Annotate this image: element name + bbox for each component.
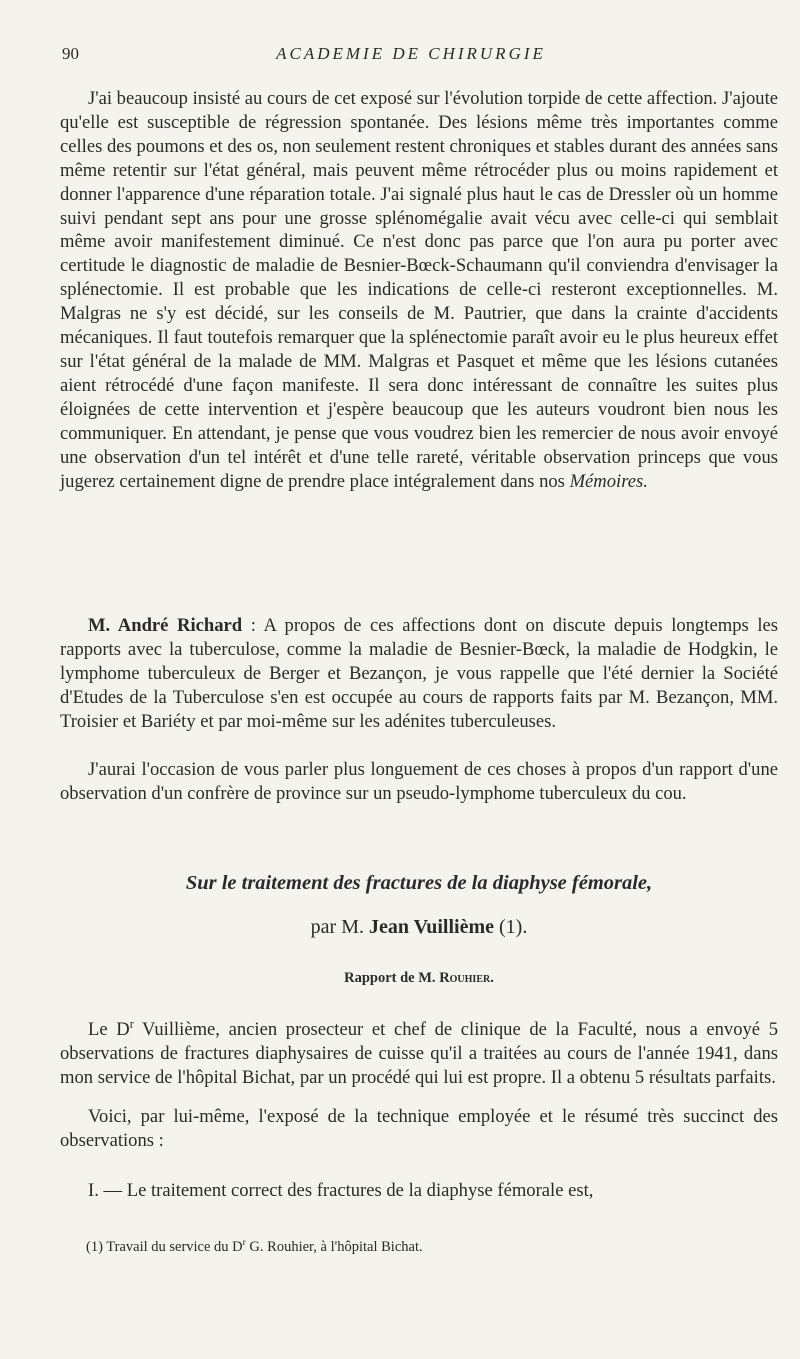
footnote-body: G. Rouhier, à l'hôpital Bichat. bbox=[245, 1239, 423, 1255]
paragraph-body: Voici, par lui-même, l'exposé de la technique employée et le résumé très succinct des observations : bbox=[60, 1106, 778, 1151]
paragraph-body: J'aurai l'occasion de vous parler plus longuement de ces choses à propos d'un rapport d'une observation d'un confrère de province sur un pseudo-lymphome tuberculeux du cou. bbox=[60, 759, 778, 804]
report-prefix: Rapport de M. bbox=[344, 970, 440, 986]
paragraph-text bbox=[60, 614, 778, 734]
paragraph-body: I. — Le traitement correct des fractures de la diaphyse fémorale est, bbox=[88, 1180, 594, 1201]
paragraph-body: J'ai beaucoup insisté au cours de cet exposé sur l'évolution torpide de cette affection. J'ajoute qu'elle est susceptible de régression spontanée. Des lésions même très importantes comme celles des poumons et des os, non seulement restent chroniques et stables durant des années sans même retentir sur l'état général, mais peuvent même rétrocéder plus ou moins rapidement et donner l'apparence d'une réparation totale. J'ai signalé plus haut le cas de Dressler où un homme suivi pendant sept ans pour une grosse splénomégalie avait vécu avec celle-ci qui semblait même avoir manifestement diminué. Ce n'est donc pas parce que l'on aura pu porter avec certitude le diagnostic de maladie de Besnier-Bœck-Schaumann qu'il conviendra d'envisager la splénectomie. Il est probable que les indications de celle-ci resteront exceptionnelles. M. Malgras ne s'y est décidé, sur les conseils de M. Pautrier, que dans la crainte d'accidents mécaniques. Il faut toutefois remarquer que la splénectomie paraît avoir eu le plus heureux effet sur l'état général de la malade de MM. Malgras et Pasquet et même que les lésions cutanées aient rétrocédé d'une façon manifeste. Il sera donc intéressant de connaître les suites plus éloignées de cette intervention et j'espère beaucoup que les auteurs voudront bien nous les communiquer. En attendant, je pense que vous voudrez bien les remercier de nous avoir envoyé une observation d'un tel intérêt et d'une telle rareté, véritable observation princeps que vous jugerez certainement digne de prendre place intégralement dans nos bbox=[60, 88, 778, 492]
superscript: r bbox=[129, 1016, 134, 1031]
speaker-name: M. André Richard bbox=[88, 615, 243, 636]
report-suffix: . bbox=[490, 970, 494, 986]
paragraph-text bbox=[60, 1018, 778, 1090]
author-name: Jean Vuillième bbox=[368, 916, 494, 938]
journal-title: ACADEMIE DE CHIRURGIE bbox=[276, 44, 546, 63]
rapporteur-name: Rouhier bbox=[439, 970, 491, 986]
report-line bbox=[60, 968, 778, 988]
paragraph-occasion bbox=[60, 758, 778, 806]
page-number: 90 bbox=[62, 44, 79, 63]
memoires-italic: Mémoires. bbox=[569, 470, 648, 492]
running-head bbox=[62, 40, 760, 68]
paragraph-body: Vuillième, ancien prosecteur et chef de clinique de la Faculté, nous a envoyé 5 observations de fractures diaphysaires de cuisse qu'il a traitées au cours de l'année 1941, dans mon service de l'hôpital Bichat, par un procédé qui lui est propre. Il a obtenu 5 résultats parfaits. bbox=[60, 1019, 779, 1088]
superscript: r bbox=[242, 1238, 246, 1249]
paragraph-observations bbox=[60, 1018, 778, 1090]
author-line bbox=[60, 914, 778, 940]
footnote-start: (1) Travail du service du D bbox=[86, 1239, 243, 1255]
paragraph-text bbox=[60, 87, 778, 493]
author-prefix: par M. bbox=[310, 916, 369, 938]
paragraph-start: Le D bbox=[88, 1019, 130, 1040]
paragraph-body: : A propos de ces affections dont on discute depuis longtemps les rapports avec la tuberculose, comme la maladie de Besnier-Bœck, la maladie de Hodgkin, le lymphome tuberculeux de Berger et Bezançon, je vous rappelle que l'été dernier la Société d'Etudes de la Tuberculose s'en est occupée au cours de rapports faits par M. Bezançon, MM. Troisier et Bariéty et par moi-même sur les adénites tuberculeuses. bbox=[60, 615, 779, 732]
section-title: Sur le traitement des fractures de la diaphyse fémorale, bbox=[185, 872, 653, 894]
paragraph-evolution bbox=[60, 87, 778, 493]
paragraph-section-one bbox=[60, 1179, 778, 1203]
footnote bbox=[86, 1237, 423, 1257]
paragraph-richard bbox=[60, 614, 778, 734]
paragraph-technique bbox=[60, 1105, 778, 1153]
author-footnote-ref: (1). bbox=[494, 916, 528, 938]
